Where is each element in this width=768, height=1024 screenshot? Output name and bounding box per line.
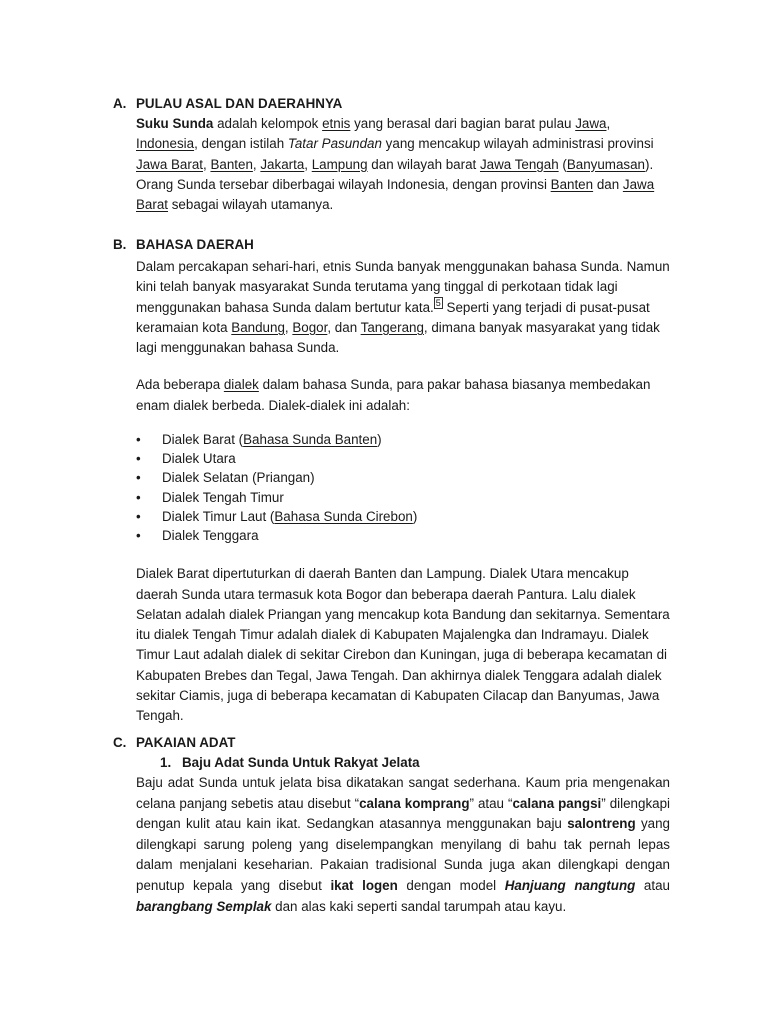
- link-jawa-tengah[interactable]: Jawa Tengah: [479, 156, 559, 172]
- term-tatar-pasundan: Tatar Pasundan: [287, 136, 382, 152]
- footnote-ref[interactable]: 5: [435, 298, 441, 309]
- link-bahasa-sunda-cirebon[interactable]: Bahasa Sunda Cirebon: [274, 508, 413, 524]
- section-b-body: [136, 257, 670, 727]
- term-suku-sunda: Suku Sunda: [136, 116, 214, 131]
- subsection-heading: [136, 753, 670, 773]
- section-b-heading: [113, 235, 254, 255]
- subsection-number: 1.: [160, 755, 172, 770]
- term-hanjuang-nangtung: Hanjuang nangtung: [504, 877, 636, 893]
- list-item: • Dialek Utara: [136, 449, 670, 468]
- link-jawa[interactable]: Jawa: [575, 116, 607, 131]
- section-c-body: [136, 753, 670, 917]
- list-item: • Dialek Barat (Bahasa Sunda Banten): [136, 430, 670, 449]
- link-indonesia[interactable]: Indonesia: [136, 136, 195, 152]
- link-lampung[interactable]: Lampung: [311, 156, 368, 172]
- section-b-letter: B.: [113, 237, 127, 252]
- link-banten-2[interactable]: Banten: [550, 176, 594, 192]
- link-bogor[interactable]: Bogor: [292, 319, 328, 335]
- link-jakarta[interactable]: Jakarta: [260, 156, 305, 172]
- section-a-body: [136, 114, 670, 215]
- list-item: • Dialek Timur Laut (Bahasa Sunda Cirebon): [136, 507, 670, 526]
- link-jawa-barat-2[interactable]: Jawa Barat: [136, 176, 655, 213]
- link-dialek[interactable]: dialek: [223, 377, 259, 393]
- section-a-title: PULAU ASAL DAN DAERAHNYA: [136, 96, 343, 111]
- link-banten[interactable]: Banten: [210, 156, 253, 172]
- section-b-paragraph-3: Dialek Barat dipertuturkan di daerah Banten dan Lampung. Dialek Utara mencakup daerah Sunda utara termasuk kota Bogor dan beberapa daerah Pantura. Lalu dialek Selatan adalah dialek Priangan yang mencakup kota Bandung dan sekitarnya. Sementara itu dialek Tengah Timur adalah dialek di Kabupaten Majalengka dan Indramayu. Dialek Timur Laut adalah dialek di sekitar Cirebon dan Kuningan, juga di beberapa kecamatan di Kabupaten Brebes dan Tegal, Jawa Tengah. Dan akhirnya dialek Tenggara adalah dialek sekitar Ciamis, juga di beberapa kecamatan di Kabupaten Cilacap dan Banyumas, Jawa Tengah.: [136, 566, 670, 724]
- link-banyumasan[interactable]: Banyumasan: [566, 156, 646, 172]
- list-item: • Dialek Selatan (Priangan): [136, 468, 670, 487]
- term-salontreng: salontreng: [567, 816, 636, 832]
- term-ikat-logen: ikat logen: [330, 877, 398, 893]
- section-c-title: PAKAIAN ADAT: [136, 735, 236, 750]
- section-c-heading: [113, 733, 235, 753]
- dialect-list: [136, 430, 670, 545]
- link-bandung[interactable]: Bandung: [231, 319, 285, 335]
- link-bahasa-sunda-banten[interactable]: Bahasa Sunda Banten: [243, 432, 378, 448]
- term-calana-komprang: calana komprang: [359, 795, 470, 811]
- section-b-paragraph-1: Dalam percakapan sehari-hari, etnis Sunda banyak menggunakan bahasa Sunda. Namun kini telah banyak masyarakat Sunda terutama yang tinggal di perkotaan tidak lagi menggunakan bahasa Sunda dalam bertutur kata. $^5$ Seperti yang terjadi di pusat-pusat keramaian kota Bandung, Bogor, dan Tangerang, dimana banyak masyarakat yang tidak lagi menggunakan bahasa Sunda.: [136, 259, 670, 356]
- term-barangbang-semplak: barangbang Semplak: [136, 898, 272, 914]
- list-item: • Dialek Tenggara: [136, 526, 670, 545]
- section-a-heading: [113, 94, 342, 114]
- section-a-letter: A.: [113, 96, 127, 111]
- section-c-paragraph: Baju adat Sunda untuk jelata bisa dikatakan sangat sederhana. Kaum pria mengenakan celana panjang sebetis atau disebut “calana komprang” atau “calana pangsi” dilengkapi dengan kulit atau kain ikat. Sedangkan atasannya menggunakan baju salontreng yang dilengkapi sarung poleng yang diselempangkan menyilang di bahu tak pernah lepas dalam menjalani keseharian. Pakaian tradisional Sunda juga akan dilengkapi dengan penutup kepala yang disebut ikat logen dengan model Hanjuang nangtung atau barangbang Semplak dan alas kaki seperti sandal tarumpah atau kayu.: [136, 775, 671, 914]
- term-calana-pangsi: calana pangsi: [512, 795, 602, 811]
- section-a-paragraph: Suku Sunda adalah kelompok etnis yang berasal dari bagian barat pulau Jawa, Indonesia, dengan istilah Tatar Pasundan yang mencakup wilayah administrasi provinsi Jawa Barat, Banten, Jakarta, Lampung dan wilayah barat Jawa Tengah (Banyumasan). Orang Sunda tersebar diberbagai wilayah Indonesia, dengan provinsi Banten dan Jawa Barat sebagai wilayah utamanya.: [136, 116, 655, 213]
- subsection-title: Baju Adat Sunda Untuk Rakyat Jelata: [182, 755, 420, 770]
- link-tangerang[interactable]: Tangerang: [360, 319, 424, 335]
- section-c-letter: C.: [113, 735, 127, 750]
- link-etnis[interactable]: etnis: [322, 116, 351, 131]
- list-item: • Dialek Tengah Timur: [136, 488, 670, 507]
- section-b-title: BAHASA DAERAH: [136, 237, 254, 252]
- link-jawa-barat[interactable]: Jawa Barat: [136, 156, 203, 172]
- section-b-paragraph-2: Ada beberapa dialek dalam bahasa Sunda, para pakar bahasa biasanya membedakan enam dialek berbeda. Dialek-dialek ini adalah:: [136, 377, 651, 413]
